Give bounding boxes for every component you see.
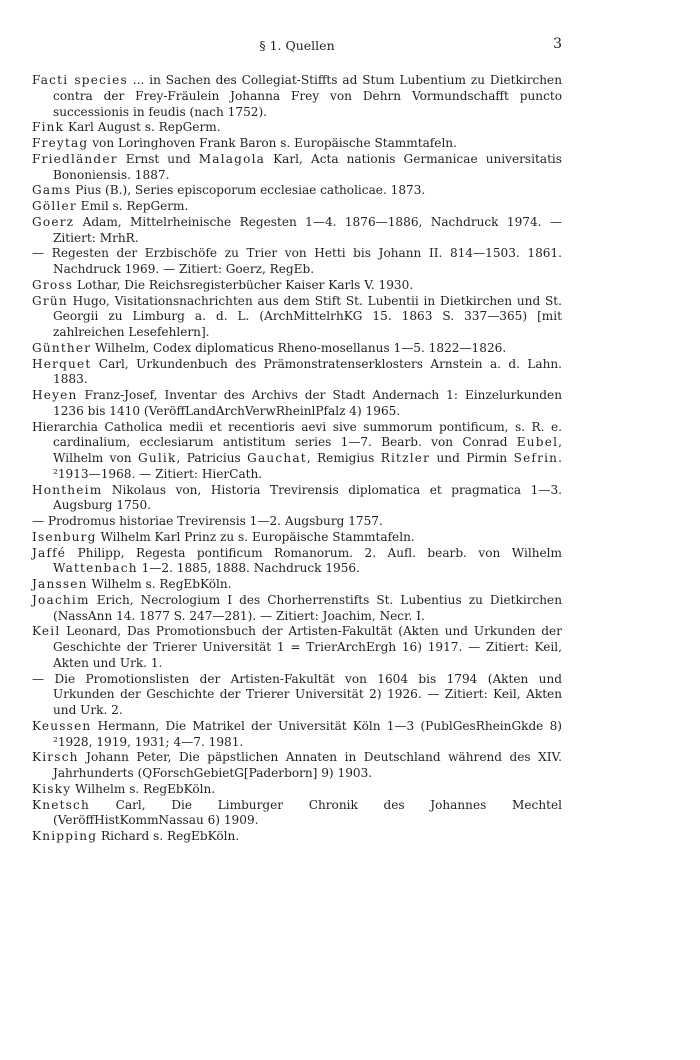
bibliography-entry (32, 215, 562, 247)
bibliography-entry (32, 357, 562, 389)
author-name: Facti species (32, 73, 128, 87)
bibliography-entry (32, 530, 562, 546)
author-name: Goerz (32, 214, 75, 229)
author-name: Gross (32, 277, 74, 292)
author-name: Gulik (137, 451, 177, 465)
entry-text: Lothar, Die Reichsregisterbücher Kaiser Karls V. 1930. (73, 277, 414, 292)
bibliography-entry (32, 624, 562, 671)
entry-text: Leonard, Das Promotionsbuch der Artisten-Fakultät (Akten und Urkunden der Geschichte der Trierer Universität 1 = TrierArchErgh 16) 1917. — Zitiert: Keil, Akten und Urk. 1. (53, 624, 562, 670)
entry-text: , Patricius (176, 451, 248, 465)
bibliography-entry (32, 183, 562, 199)
entry-text: 1—2. 1885, 1888. Nachdruck 1956. (137, 561, 360, 576)
entry-text: — Die Promotionslisten der Artisten-Fakultät von 1604 bis 1794 (Akten und Urkunden der Geschichte der Trierer Universität 2) 1926. — Zitiert: Keil, Akten und Urk. 2. (32, 671, 562, 717)
author-name: Malagola (198, 151, 266, 166)
entry-text: und Pirmin (430, 451, 514, 465)
bibliography-entry (32, 420, 562, 483)
bibliography-entry (32, 341, 562, 357)
bibliography-entry (32, 483, 562, 515)
bibliography-entry (32, 829, 562, 845)
bibliography-entry (32, 73, 562, 120)
bibliography-entry (32, 152, 562, 184)
entry-text: Erich, Necrologium I des Chorherrenstifts St. Lubentius zu Dietkirchen (NassAnn 14. 1877 S. 247—281). — Zitiert: Joachim, Necr. I. (53, 592, 562, 623)
entry-text: Carl, Urkundenbuch des Prämonstratenserklosters Arnstein a. d. Lahn. 1883. (53, 356, 562, 387)
author-name: Janssen (32, 577, 88, 591)
author-name: Eubel (516, 435, 559, 450)
entry-text: Hugo, Visitationsnachrichten aus dem Stift St. Lubentii in Dietkirchen und St. Georgii zu Limburg a. d. L. (ArchMittelrhKG 15. 1863 S. 337—365) [mit zahlreichen Lesefehlern]. (53, 293, 562, 339)
entry-text: Karl, Acta nationis Germanicae universitatis Bononiensis. 1887. (53, 151, 562, 182)
author-name: Wattenbach (53, 561, 138, 576)
bibliography-entry (32, 514, 562, 530)
entry-text: Pius (B.), Series episcoporum ecclesiae catholicae. 1873. (71, 183, 426, 198)
entry-text: Philipp, Regesta pontificum Romanorum. 2. Aufl. bearb. von Wilhelm (66, 545, 562, 560)
author-name: Fink (32, 120, 65, 135)
entry-text: von Loringhoven Frank Baron s. Europäische Stammtafeln. (88, 136, 457, 150)
bibliography-entry (32, 120, 562, 136)
author-name: Kirsch (32, 750, 79, 765)
author-name: Hontheim (32, 482, 103, 497)
entry-text: ... in Sachen des Collegiat-Stiffts ad Stum Lubentium zu Dietkirchen contra der Frey-Fräulein Johanna Frey von Dehrn Vormundschafft puncto successionis in feudis (nach 1752). (53, 73, 562, 119)
bibliography-entry (32, 750, 562, 782)
running-title: § 1. Quellen (259, 38, 335, 53)
entry-text: Franz-Josef, Inventar des Archivs der Stadt Andernach 1: Einzelurkunden 1236 bis 1410 (VeröffLandArchVerwRheinlPfalz 4) 1965. (53, 388, 562, 418)
author-name: Joachim (32, 592, 90, 607)
bibliography-entry (32, 798, 562, 830)
bibliography-entry (32, 546, 562, 578)
bibliography-entry (32, 388, 562, 420)
author-name: Göller (32, 199, 77, 213)
entry-text: — Regesten der Erzbischöfe zu Trier von Hetti bis Johann II. 814—1503. 1861. Nachdruck 1969. — Zitiert: Goerz, RegEb. (32, 246, 562, 276)
author-name: Gams (32, 183, 72, 198)
author-name: Gauchat (247, 451, 307, 465)
bibliography-entry (32, 782, 562, 798)
entry-text: Wilhelm, Codex diplomaticus Rheno-mosellanus 1—5. 1822—1826. (91, 340, 507, 355)
entry-text: Karl August s. RepGerm. (64, 120, 221, 135)
author-name: Günther (32, 340, 92, 355)
author-name: Keussen (32, 718, 92, 733)
author-name: Kisky (32, 781, 72, 796)
author-name: Knipping (32, 829, 98, 843)
entry-text: Ernst und (117, 151, 199, 166)
author-name: Keil (32, 624, 61, 639)
author-name: Heyen (32, 388, 78, 402)
author-name: Knetsch (32, 797, 91, 812)
entry-text: Wilhelm s. RegEbKöln. (71, 781, 216, 796)
bibliography-entry (32, 672, 562, 719)
bibliography-entry (32, 246, 562, 278)
entry-text: Wilhelm s. RegEbKöln. (87, 577, 232, 591)
author-name: Grün (32, 293, 68, 308)
entry-text: Johann Peter, Die päpstlichen Annaten in Deutschland während des XIV. Jahrhunderts (QForschGebietG[Paderborn] 9) 1903. (53, 750, 562, 780)
entry-text: , Wilhelm von (53, 435, 562, 465)
bibliography-entry (32, 577, 562, 593)
bibliography-entry (32, 136, 562, 152)
author-name: Herquet (32, 356, 92, 371)
entry-text: Nikolaus von, Historia Trevirensis diplomatica et pragmatica 1—3. Augsburg 1750. (53, 482, 562, 513)
bibliography-list (32, 73, 562, 845)
entry-text: Carl, Die Limburger Chronik des Johannes Mechtel (VeröffHistKommNassau 6) 1909. (53, 797, 562, 828)
entry-text: Richard s. RegEbKöln. (97, 829, 240, 843)
author-name: Friedländer (32, 151, 118, 166)
author-name: Ritzler (380, 451, 431, 465)
bibliography-entry (32, 278, 562, 294)
entry-text: . ²1913—1968. — Zitiert: HierCath. (53, 451, 562, 481)
author-name: Jaffé (32, 545, 67, 560)
bibliography-entry (32, 294, 562, 341)
author-name: Sefrin (513, 451, 559, 465)
entry-text: — Prodromus historiae Trevirensis 1—2. Augsburg 1757. (32, 514, 383, 528)
entry-text: Hermann, Die Matrikel der Universität Köln 1—3 (PublGesRheinGkde 8) ²1928, 1919, 1931; 4—7. 1981. (53, 718, 562, 749)
author-name: Isenburg (32, 529, 97, 544)
entry-text: Adam, Mittelrheinische Regesten 1—4. 1876—1886, Nachdruck 1974. — Zitiert: MrhR. (53, 214, 562, 245)
entry-text: Emil s. RepGerm. (76, 199, 189, 213)
entry-text: Wilhelm Karl Prinz zu s. Europäische Stammtafeln. (96, 529, 415, 544)
entry-text: , Remigius (306, 451, 381, 465)
bibliography-entry (32, 593, 562, 625)
page-number: 3 (553, 36, 562, 52)
entry-text: Hierarchia Catholica medii et recentioris aevi sive summorum pontificum, s. R. e. cardinalium, ecclesiarum antistitum series 1—7. Bearb. von Conrad (32, 419, 562, 450)
bibliography-entry (32, 719, 562, 751)
author-name: Freytag (32, 136, 89, 150)
bibliography-entry (32, 199, 562, 215)
